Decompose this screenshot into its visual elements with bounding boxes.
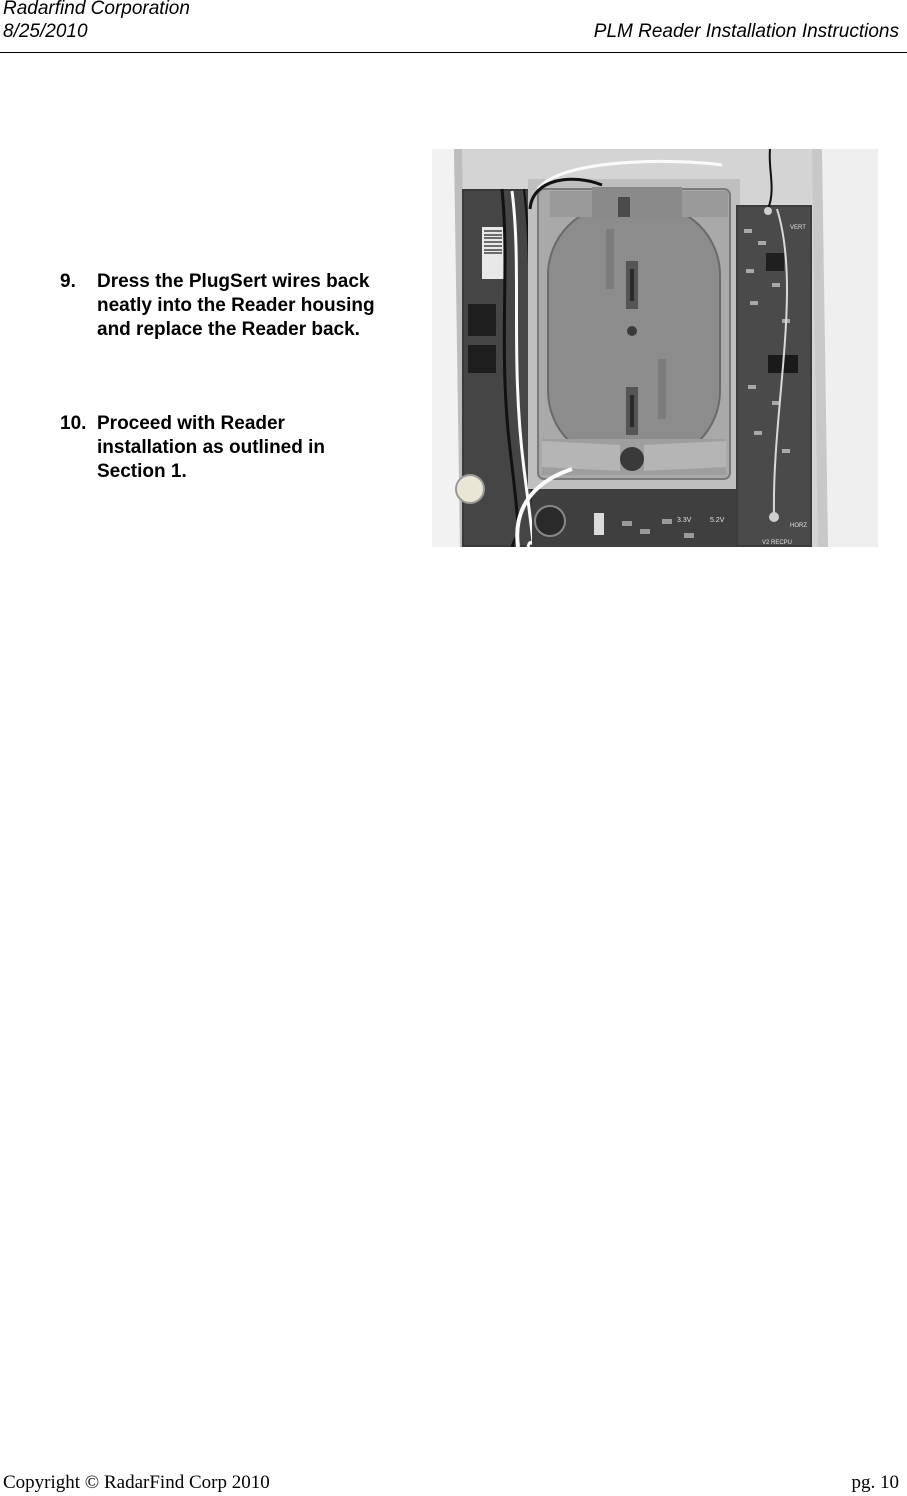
header-date: 8/25/2010	[3, 21, 88, 42]
step-10	[60, 412, 390, 484]
board-label-horz: HORZ	[790, 523, 807, 529]
board-label-5v2: 5.2V	[710, 517, 725, 524]
step-number: 9.	[60, 271, 76, 292]
step-text: Proceed with Reader installation as outlined in Section 1.	[97, 413, 326, 482]
step-text: Dress the PlugSert wires back neatly into the Reader housing and replace the Reader back.	[97, 271, 375, 340]
header-company: Radarfind Corporation	[3, 0, 190, 19]
board-label-3v3: 3.3V	[677, 517, 692, 524]
step-number: 10.	[60, 413, 87, 434]
reader-interior-photo	[432, 149, 878, 547]
board-label-v2-recpu: V2 RECPU	[762, 540, 793, 546]
step-9	[60, 270, 390, 342]
footer-copyright: Copyright © RadarFind Corp 2010	[3, 1472, 270, 1493]
header-divider	[0, 52, 907, 53]
board-label-vert: VERT	[790, 225, 806, 231]
header-document-title: PLM Reader Installation Instructions	[593, 21, 899, 42]
footer-page-number: pg. 10	[851, 1472, 899, 1493]
